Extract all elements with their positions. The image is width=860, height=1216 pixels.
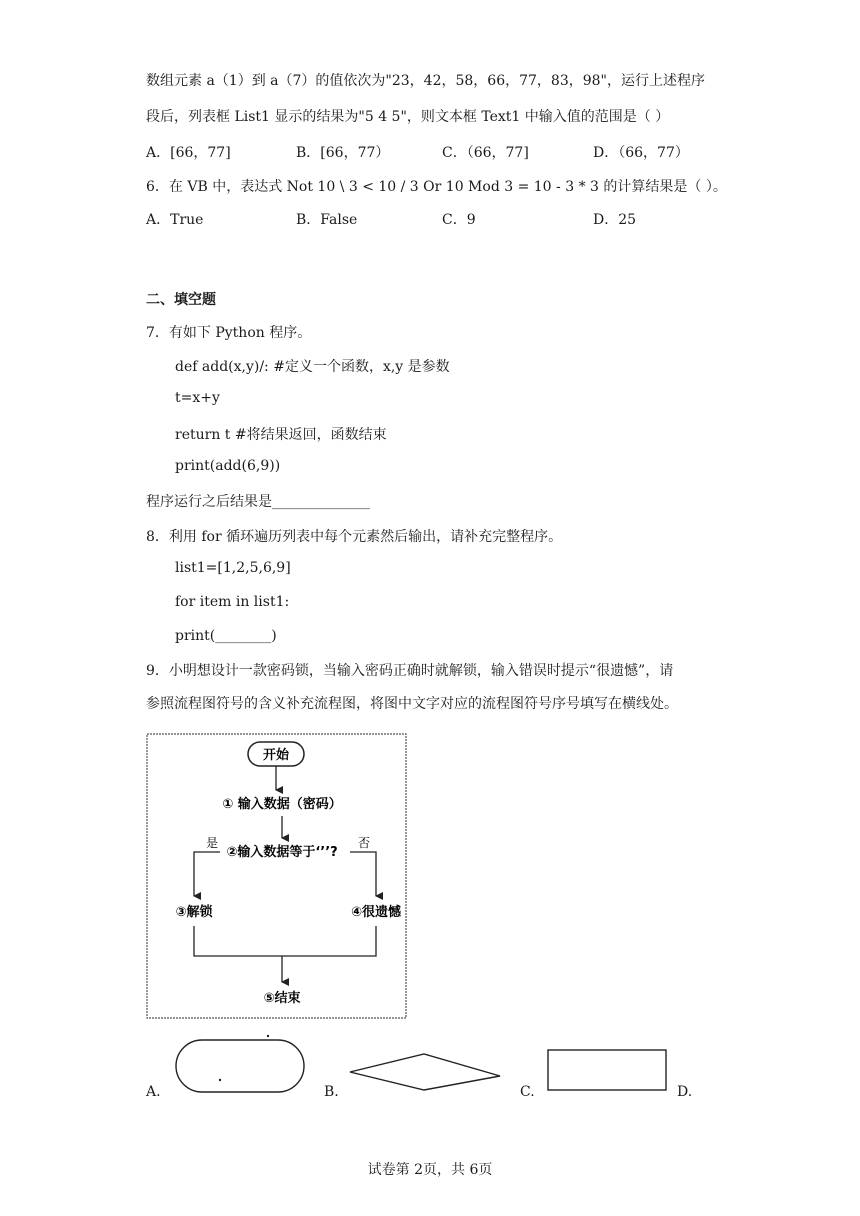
yes-label: 是 xyxy=(206,836,219,850)
q6-option-d: D．25 xyxy=(593,212,637,228)
q5-option-a: A．[66，77] xyxy=(146,145,231,161)
q7-code-line: print(add(6,9)) xyxy=(175,458,281,474)
q9-option-a-label: A. xyxy=(146,1084,161,1100)
merge-line xyxy=(194,926,376,956)
q8-code-line: list1=[1,2,5,6,9] xyxy=(175,560,291,576)
q9-text-line2: 参照流程图符号的含义补充流程图，将图中文字对应的流程图符号序号填写在横线处。 xyxy=(146,696,678,712)
section-title-fill-blank: 二、填空题 xyxy=(146,292,216,308)
q7-code-line: return t #将结果返回，函数结束 xyxy=(175,427,387,443)
process-rectangle-symbol-icon xyxy=(544,1046,670,1096)
q7-code-line: t=x+y xyxy=(175,390,220,406)
input-step-label: ① 输入数据（密码） xyxy=(222,797,342,812)
q9-option-d-label: D. xyxy=(677,1084,693,1100)
unlock-step-label: ③解锁 xyxy=(175,905,213,920)
terminal-symbol-icon xyxy=(172,1034,312,1098)
q5-text-line2: 段后，列表框 List1 显示的结果为"5 4 5"，则文本框 Text1 中输入值的范围是（ ） xyxy=(146,109,670,125)
q5-option-b: B．[66，77） xyxy=(296,145,390,161)
decision-diamond-symbol-icon xyxy=(346,1050,506,1094)
arrow-no-branch xyxy=(350,852,376,896)
q7-title: 7．有如下 Python 程序。 xyxy=(146,325,312,341)
page-footer: 试卷第 2页，共 6页 xyxy=(367,1162,493,1178)
decision-label: ②输入数据等于‘’’? xyxy=(226,845,338,860)
q8-title: 8．利用 for 循环遍历列表中每个元素然后输出，请补充完整程序。 xyxy=(146,529,563,545)
q9-option-b-label: B. xyxy=(324,1084,339,1100)
start-label: 开始 xyxy=(262,748,290,763)
q6-option-a: A．True xyxy=(146,212,204,228)
sorry-step-label: ④很遗憾 xyxy=(350,905,402,920)
q5-option-d: D．（66，77） xyxy=(593,145,689,161)
q6-text: 6．在 VB 中，表达式 Not 10 \ 3 < 10 / 3 Or 10 Mod 3 = 10 - 3 * 3 的计算结果是（ ）。 xyxy=(146,179,727,195)
flowchart-svg xyxy=(146,730,408,1020)
q8-code-line: print(________) xyxy=(175,628,277,644)
no-label: 否 xyxy=(358,836,371,850)
q9-text-line1: 9．小明想设计一款密码锁，当输入密码正确时就解锁，输入错误时提示“很遗憾”，请 xyxy=(146,663,674,679)
q8-code-line: for item in list1: xyxy=(175,594,290,610)
arrow-yes-branch xyxy=(194,852,220,896)
q9-option-c-label: C. xyxy=(520,1084,535,1100)
flowchart-figure xyxy=(146,730,408,1024)
q7-answer-line: 程序运行之后结果是______________ xyxy=(146,494,370,510)
q5-option-c: C．（66，77] xyxy=(442,145,529,161)
q5-text-line1: 数组元素 a（1）到 a（7）的值依次为"23，42，58，66，77，83，98"，运行上述程序 xyxy=(146,73,705,89)
q7-code-line: def add(x,y)/: #定义一个函数，x,y 是参数 xyxy=(175,359,450,375)
end-step-label: ⑤结束 xyxy=(263,991,301,1006)
q6-option-b: B．False xyxy=(296,212,358,228)
q6-option-c: C．9 xyxy=(442,212,476,228)
